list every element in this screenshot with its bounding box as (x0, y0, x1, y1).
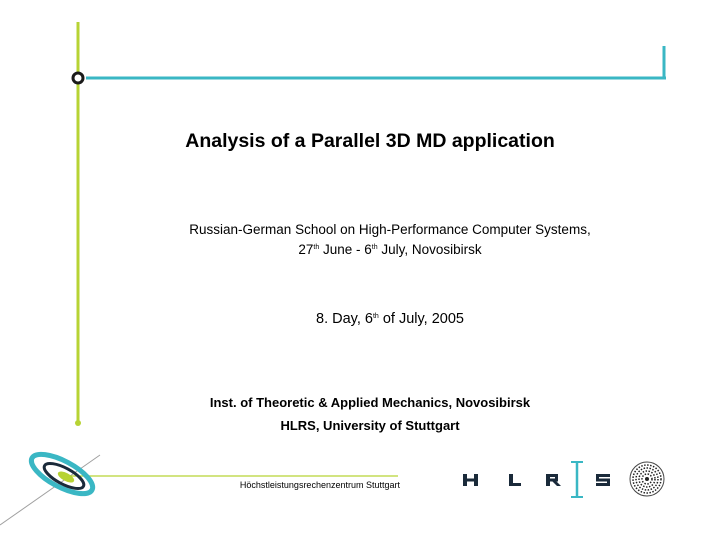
institution-stuttgart: HLRS, University of Stuttgart (280, 418, 460, 433)
date-rest: of July, 2005 (378, 311, 464, 327)
end-day-suffix: th (371, 244, 378, 251)
hlrs-swirl-logo-icon (26, 447, 98, 502)
lecture-date (100, 311, 680, 327)
school-name: Russian-German School on High-Performance Computer Systems, (189, 222, 591, 237)
footer-text: Höchstleistungsrechenzentrum Stuttgart (239, 480, 400, 490)
date-prefix: 8. Day, (316, 311, 365, 327)
start-day-suffix: th (313, 244, 320, 251)
school-dates (100, 240, 680, 260)
bottom-node-icon (75, 420, 81, 426)
slide-title: Analysis of a Parallel 3D MD application (185, 130, 555, 152)
hlrs-i-bracket-icon (571, 462, 583, 497)
end-day: 6 (364, 242, 372, 257)
start-month: June - (319, 242, 365, 257)
end-rest: July, Novosibirsk (377, 242, 482, 257)
date-day-suffix: th (372, 313, 379, 320)
start-day: 27 (298, 242, 314, 257)
diagonal-line (0, 455, 100, 525)
moire-disc-icon (630, 462, 664, 496)
hlrs-wordmark-icon (463, 474, 610, 486)
school-info (100, 220, 680, 260)
corner-node-icon (73, 73, 83, 83)
date-day: 6 (364, 311, 373, 327)
institution-novosibirsk: Inst. of Theoretic & Applied Mechanics, Novosibirsk (209, 395, 531, 410)
